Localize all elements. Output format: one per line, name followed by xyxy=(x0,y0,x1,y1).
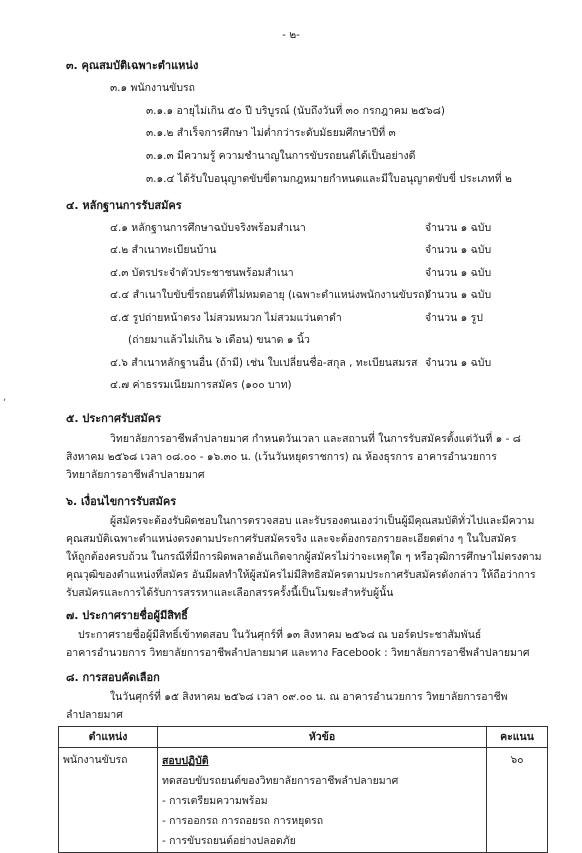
document-quantity: จำนวน ๑ ฉบับ xyxy=(425,244,492,256)
document-quantity: จำนวน ๑ ฉบับ xyxy=(425,222,492,234)
document-item: ๔.๒ สำเนาทะเบียนบ้าน xyxy=(110,244,217,256)
paragraph-line: วิทยาลัยการอาชีพลำปลายมาศ กำหนดวันเวลา และสถานที่ ในการรับสมัครตั้งแต่วันที่ ๑ - ๘ xyxy=(110,433,521,445)
document-item: ๔.๔ สำเนาใบขับขี่รถยนต์ที่ไม่หมดอายุ (เฉพาะตำแหน่งพนักงานขับรถ) xyxy=(110,289,429,301)
table-row xyxy=(59,748,548,853)
section-7-heading: ๗. ประกาศรายชื่อผู้มีสิทธิ์ xyxy=(66,609,188,622)
section-7-paragraph xyxy=(66,626,530,662)
paragraph-line: คุณวุฒิของตำแหน่งที่สมัคร อันมีผลทำให้ผู้สมัครไม่มีสิทธิสมัครตามประกาศรับสมัครดังกล่าว ให้ถือว่าการ xyxy=(66,569,536,581)
document-quantity: จำนวน ๑ ฉบับ xyxy=(425,357,492,369)
document-item: ๔.๓ บัตรประจำตัวประชาชนพร้อมสำเนา xyxy=(110,267,294,279)
document-item: ๔.๑ หลักฐานการศึกษาฉบับจริงพร้อมสำเนา xyxy=(110,222,306,234)
qualification-item: ๓.๑.๓ มีความรู้ ความชำนาญในการขับรถยนต์ได้เป็นอย่างดี xyxy=(146,150,416,162)
section-6-heading: ๖. เงื่อนไขการรับสมัคร xyxy=(66,495,177,508)
document-item-continuation: (ถ่ายมาแล้วไม่เกิน ๖ เดือน) ขนาด ๑ นิ้ว xyxy=(128,334,310,346)
paragraph-line: ให้ถูกต้องครบถ้วน ในกรณีที่มีการผิดพลาดอันเกิดจากผู้สมัครไม่ว่าจะเหตุใด ๆ หรือวุฒิการศึกษาไม่ตรงตาม xyxy=(66,551,542,563)
exam-schedule-table xyxy=(58,726,548,853)
section-8-heading: ๘. การสอบคัดเลือก xyxy=(66,671,160,684)
topic-line: - การเตรียมความพร้อม xyxy=(162,795,268,807)
section-5-heading: ๕. ประกาศรับสมัคร xyxy=(66,412,162,425)
document-quantity: จำนวน ๑ ฉบับ xyxy=(425,267,492,279)
section-5-paragraph xyxy=(66,430,521,484)
section-8-paragraph xyxy=(66,688,508,724)
paragraph-line: วิทยาลัยการอาชีพลำปลายมาศ xyxy=(66,469,205,481)
paragraph-line: ผู้สมัครจะต้องรับผิดชอบในการตรวจสอบ และรับรองตนเองว่าเป็นผู้มีคุณสมบัติทั่วไปและมีความ xyxy=(110,515,535,527)
paragraph-line: ลำปลายมาศ xyxy=(66,709,123,721)
document-quantity: จำนวน ๑ ฉบับ xyxy=(425,289,492,301)
qualification-item: ๓.๑.๑ อายุไม่เกิน ๕๐ ปี บริบูรณ์ (นับถึงวันที่ ๓๐ กรกฎาคม ๒๕๖๘) xyxy=(146,105,445,117)
position-cell: พนักงานขับรถ xyxy=(59,748,158,853)
paragraph-line: ประกาศรายชื่อผู้มีสิทธิ์เข้าทดสอบ ในวันศุกร์ที่ ๑๓ สิงหาคม ๒๕๖๘ ณ บอร์ดประชาสัมพันธ์ xyxy=(78,629,482,641)
qualification-item: ๓.๑.๔ ได้รับใบอนุญาตขับขี่ตามกฎหมายกำหนดและมีใบอนุญาตขับขี่ ประเภทที่ ๒ xyxy=(146,173,512,185)
column-header-position: ตำแหน่ง xyxy=(59,727,158,748)
section-3-heading: ๓. คุณสมบัติเฉพาะตำแหน่ง xyxy=(66,59,199,72)
table-header-row xyxy=(59,727,548,748)
section-4-heading: ๔. หลักฐานการรับสมัคร xyxy=(66,199,182,212)
document-item: ๔.๗ ค่าธรรมเนียมการสมัคร (๑๐๐ บาท) xyxy=(110,379,292,391)
paragraph-line: รับสมัครและการได้รับการสรรหาและเลือกสรรครั้งนี้เป็นโมฆะสำหรับผู้นั้น xyxy=(66,587,394,599)
paragraph-line: คุณสมบัติเฉพาะตำแหน่งตรงตามประกาศรับสมัครจริง และจะต้องกรอกรายละเอียดต่าง ๆ ในใบสมัคร xyxy=(66,533,517,545)
column-header-score: คะแนน xyxy=(487,727,548,748)
page-number: - ๒- xyxy=(282,29,300,41)
qualification-item: ๓.๑.๒ สำเร็จการศึกษา ไม่ต่ำกว่าระดับมัธยมศึกษาปีที่ ๓ xyxy=(146,127,396,139)
topic-line: - การขับรถยนต์อย่างปลอดภัย xyxy=(162,835,296,847)
column-header-topic: หัวข้อ xyxy=(158,727,487,748)
margin-mark: , xyxy=(3,392,7,403)
paragraph-line: อาคารอำนวยการ วิทยาลัยการอาชีพลำปลายมาศ และทาง Facebook : วิทยาลัยการอาชีพลำปลายมาศ xyxy=(66,647,530,659)
section-6-paragraph xyxy=(66,512,542,602)
document-item: ๔.๖ สำเนาหลักฐานอื่น (ถ้ามี) เช่น ใบเปลี่ยนชื่อ-สกุล , ทะเบียนสมรส xyxy=(110,357,418,369)
document-item: ๔.๕ รูปถ่ายหน้าตรง ไม่สวมหมวก ไม่สวมแว่นตาดำ xyxy=(110,312,342,324)
document-quantity: จำนวน ๑ รูป xyxy=(425,312,483,324)
topic-line: ทดสอบขับรถยนต์ของวิทยาลัยการอาชีพลำปลายมาศ xyxy=(162,775,399,787)
topic-line: - การออกรถ การถอยรถ การหยุดรถ xyxy=(162,815,324,827)
paragraph-line: สิงหาคม ๒๕๖๘ เวลา ๐๘.๐๐ - ๑๖.๓๐ น. (เว้นวันหยุดราชการ) ณ ห้องธุรการ อาคารอำนวยการ xyxy=(66,451,497,463)
paragraph-line: ในวันศุกร์ที่ ๑๕ สิงหาคม ๒๕๖๘ เวลา ๐๙.๐๐ น. ณ อาคารอำนวยการ วิทยาลัยการอาชีพ xyxy=(110,691,508,703)
topic-cell xyxy=(158,748,487,853)
score-cell: ๖๐ xyxy=(487,748,548,853)
topic-title: สอบปฏิบัติ xyxy=(162,755,209,767)
section-3-subheading: ๓.๑ พนักงานขับรถ xyxy=(110,82,196,94)
